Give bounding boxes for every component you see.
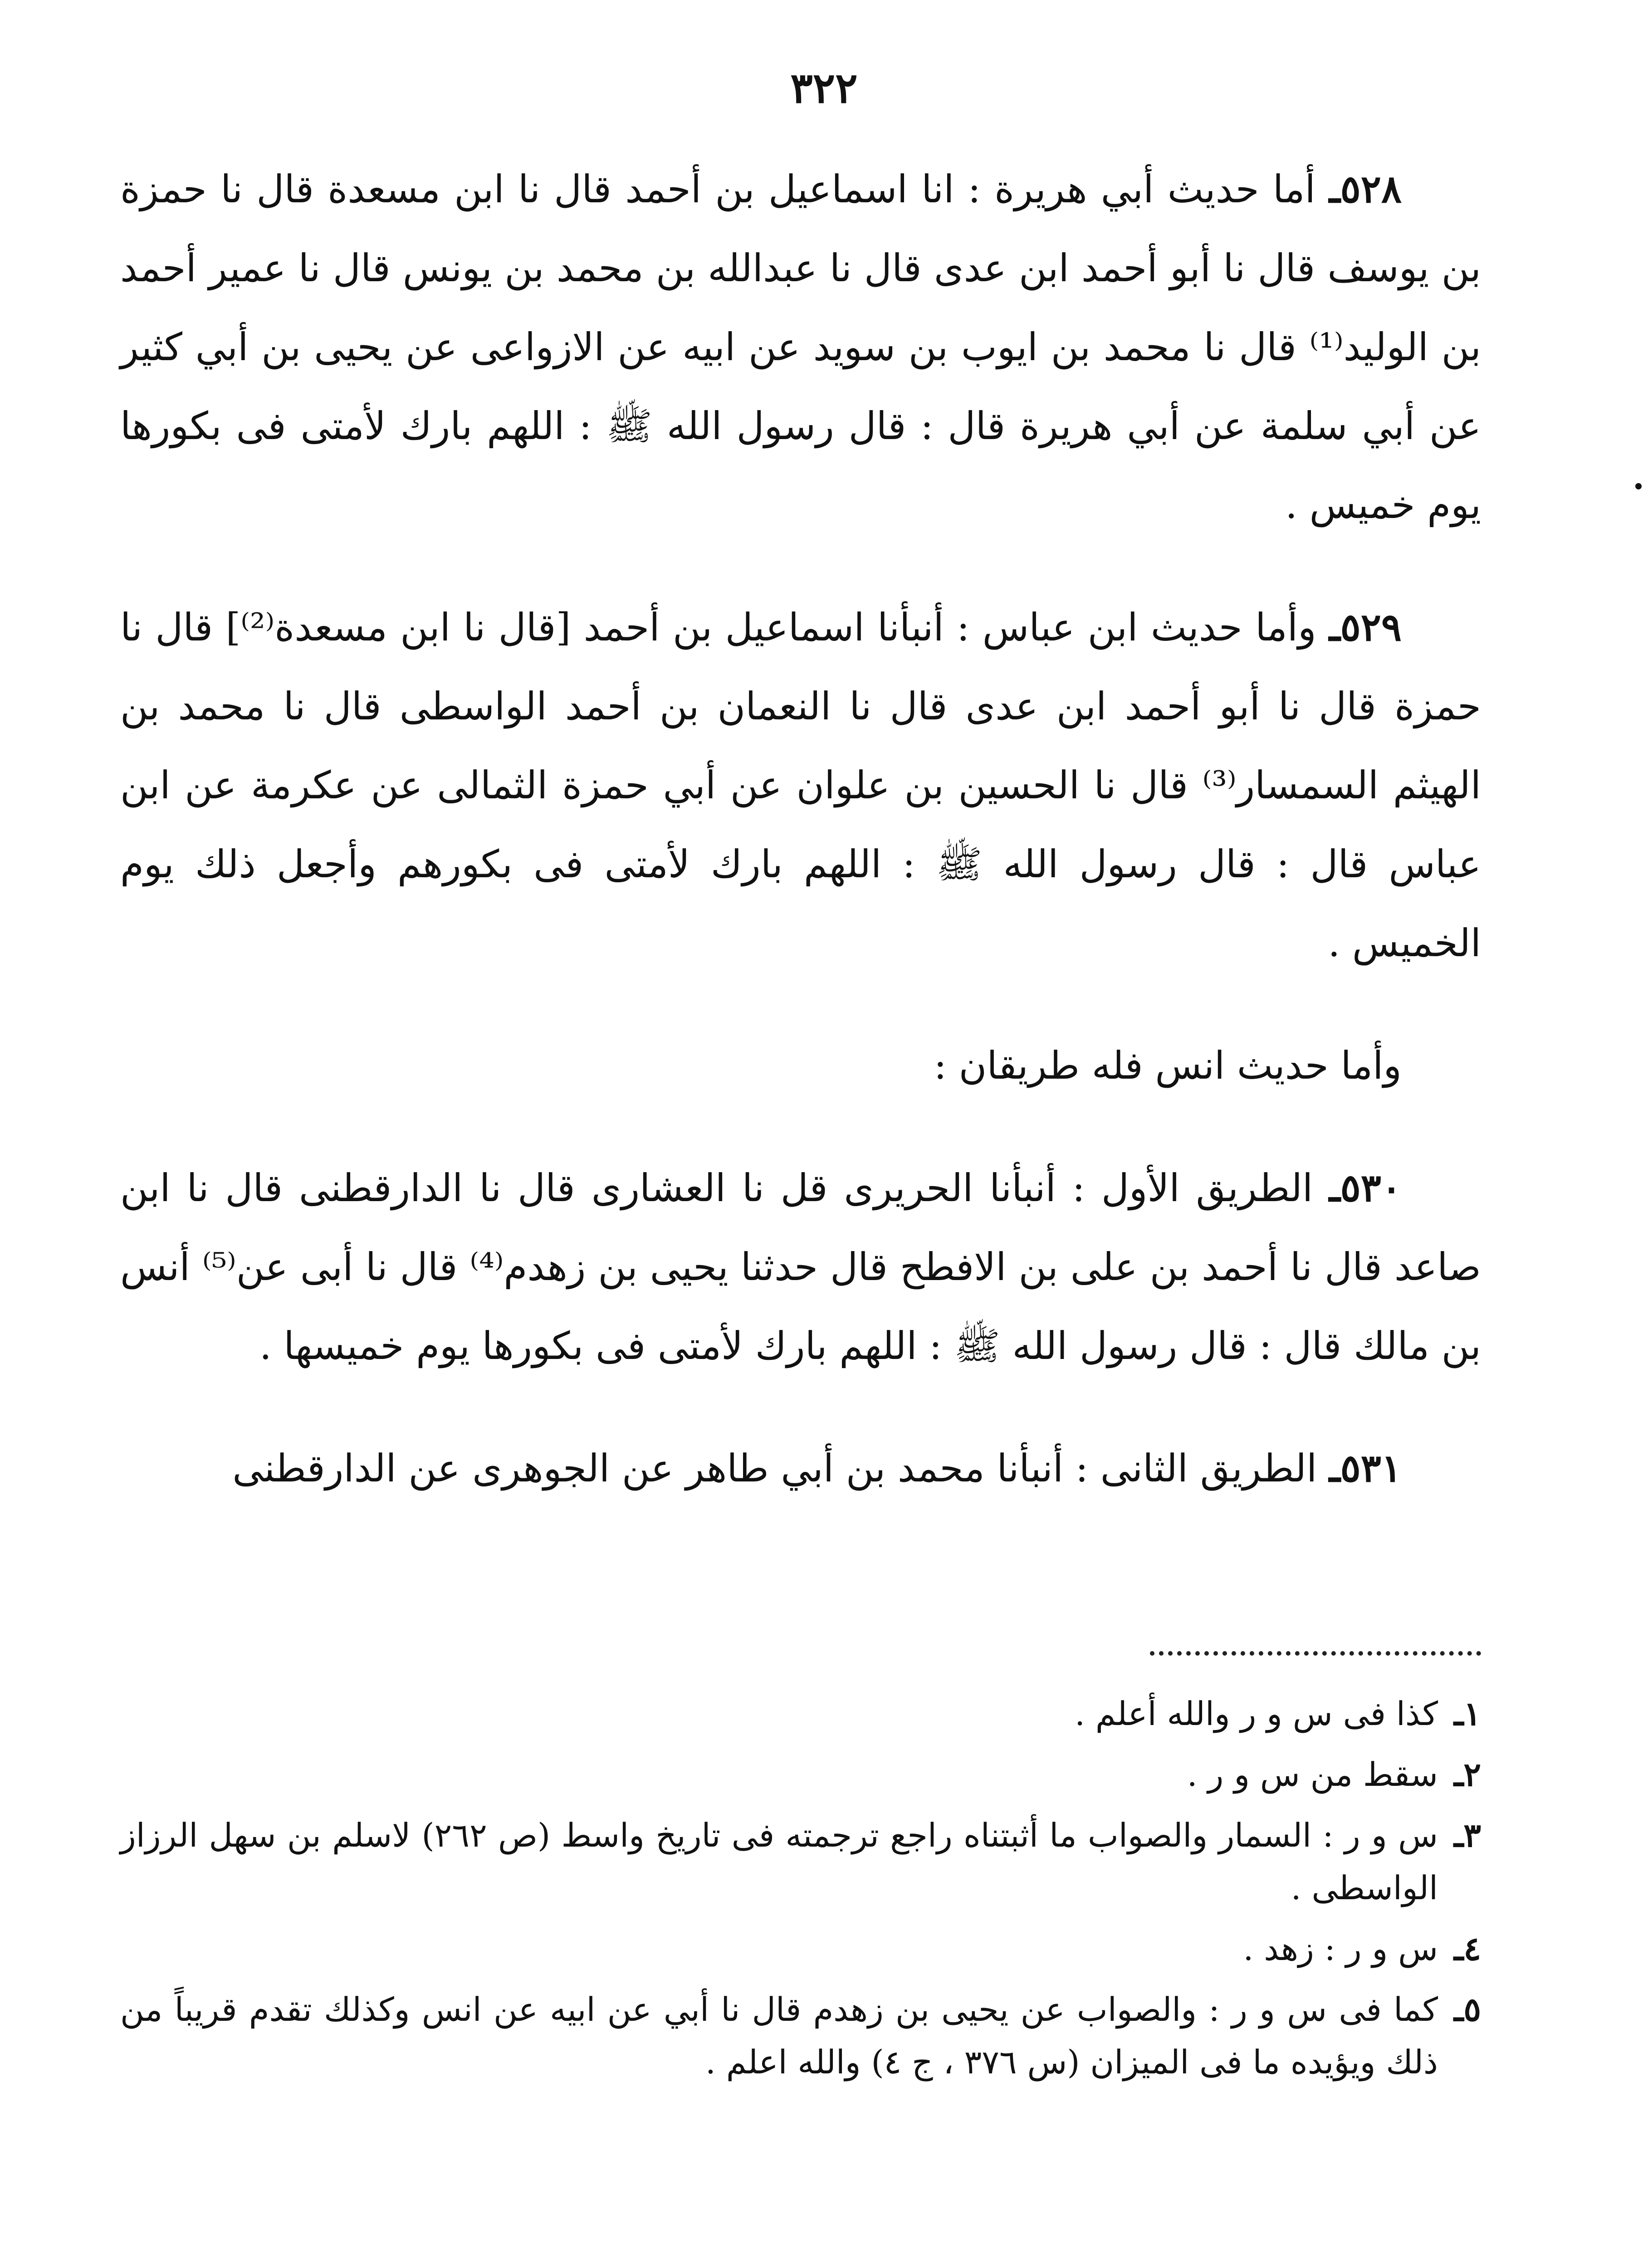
paragraph-number: ٥٢٨ـ [1329, 166, 1402, 211]
footnote-2 [120, 1748, 1481, 1801]
footnote-text: كما فى س و ر : والصواب عن يحيى بن زهدم قال نا أبي عن ابيه عن انس وكذلك تقدم قريباً من ذلك ويؤيده ما فى الميزان (س ٣٧٦ ، ج ٤) والله اعلم . [120, 1990, 1438, 2081]
footnote-text: س و ر : زهد . [1243, 1930, 1438, 1968]
footnote-text: سقط من س و ر . [1187, 1755, 1438, 1794]
paragraph-529 [120, 588, 1481, 982]
paragraph-number: ٥٣١ـ [1329, 1446, 1402, 1491]
footnote-5 [120, 1983, 1481, 2088]
paragraph-text: وأما حديث انس فله طريقان : [934, 1043, 1402, 1088]
margin-mark [1635, 483, 1642, 489]
footnotes [120, 1687, 1481, 2097]
paragraph-text: الطريق الثانى : أنبأنا محمد بن أبي طاهر عن الجوهرى عن الدارقطنى [232, 1446, 1330, 1491]
page-number: ٣٢٢ [790, 64, 858, 112]
footnote-text: كذا فى س و ر والله أعلم . [1075, 1695, 1438, 1733]
footnote-number: ٣ـ [1454, 1816, 1481, 1854]
paragraph-text: أما حديث أبي هريرة : انا اسماعيل بن أحمد قال نا ابن مسعدة قال نا حمزة بن يوسف قال نا أبو أحمد ابن عدى قال نا عبدالله بن محمد بن يونس قال نا عمير أحمد بن الوليد⁽¹⁾ قال نا محمد بن ايوب بن سويد عن ابيه عن الازواعى عن يحيى بن أبي كثير عن أبي سلمة عن أبي هريرة قال : قال رسول الله ﷺ : اللهم بارك لأمتى فى بكورها يوم خميس . [120, 167, 1481, 527]
paragraph-530 [120, 1149, 1481, 1385]
footnote-number: ٢ـ [1454, 1755, 1481, 1794]
footnote-text: س و ر : السمار والصواب ما أثبتناه راجع ترجمته فى تاريخ واسط (ص ٢٦٢) لاسلم بن سهل الرزاز الواسطى . [120, 1816, 1438, 1907]
footnote-1 [120, 1687, 1481, 1740]
paragraph-531 [120, 1429, 1481, 1508]
footnote-number: ٥ـ [1454, 1990, 1481, 2028]
footnote-number: ١ـ [1454, 1694, 1481, 1733]
paragraph-text: وأما حديث ابن عباس : أنبأنا اسماعيل بن أحمد [قال نا ابن مسعدة⁽²⁾] قال نا حمزة قال نا أبو أحمد ابن عدى قال نا النعمان بن أحمد الواسطى قال نا محمد بن الهيثم السمسار⁽³⁾ قال نا الحسين بن علوان عن أبي حمزة الثمالى عن عكرمة عن ابن عباس قال : قال رسول الله ﷺ : اللهم بارك لأمتى فى بكورهم وأجعل ذلك يوم الخميس . [120, 605, 1481, 965]
footnote-3 [120, 1809, 1481, 1914]
paragraph-528 [120, 150, 1481, 544]
paragraph-text: الطريق الأول : أنبأنا الحريرى قل نا العشارى قال نا الدارقطنى قال نا ابن صاعد قال نا أحمد بن على بن الافطح قال حدثنا يحيى بن زهدم⁽⁴⁾ قال نا أبى عن⁽⁵⁾ أنس بن مالك قال : قال رسول الله ﷺ : اللهم بارك لأمتى فى بكورها يوم خميسها . [120, 1166, 1481, 1368]
footnote-separator [1150, 1651, 1481, 1656]
paragraph-number: ٥٣٠ـ [1329, 1165, 1402, 1210]
footnote-4 [120, 1922, 1481, 1975]
main-text [120, 150, 1481, 1508]
paragraph-anas-intro [120, 1026, 1481, 1105]
footnote-number: ٤ـ [1454, 1929, 1481, 1968]
paragraph-number: ٥٢٩ـ [1329, 605, 1402, 650]
